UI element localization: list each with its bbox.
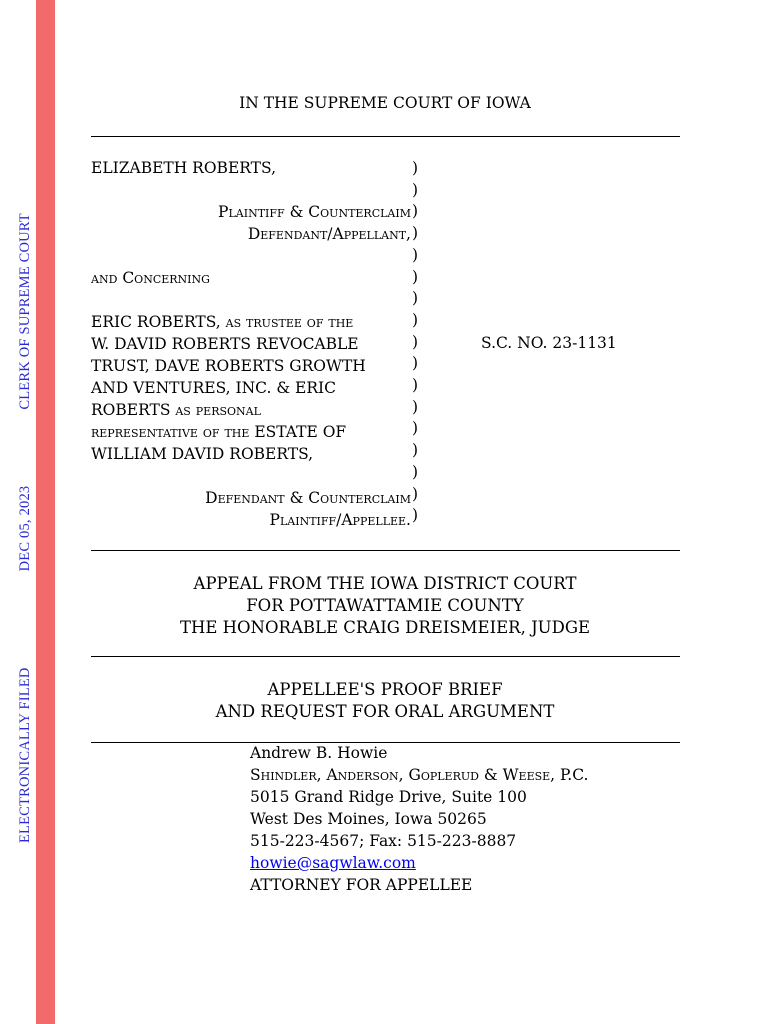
attorney-email-link[interactable]: howie@sagwlaw.com: [250, 854, 416, 872]
defendant-line-5: [91, 400, 411, 422]
plaintiff-role-2: Defendant/Appellant,: [247, 225, 411, 243]
defendant-text-sc: representative of the: [91, 423, 250, 441]
defendant-line-6: [91, 422, 411, 444]
court-title: IN THE SUPREME COURT OF IOWA: [239, 94, 531, 112]
defendant-role-2: Plaintiff/Appellee.: [269, 511, 411, 529]
plaintiff-role-1: Plaintiff & Counterclaim: [218, 203, 411, 221]
brief-line-2: AND REQUEST FOR ORAL ARGUMENT: [215, 702, 555, 721]
case-number: S.C. NO. 23-1131: [481, 334, 617, 352]
divider: [91, 550, 680, 551]
caption-paren-column: ) ) ) ) ) ) ) ) ) ) ) ) ) ) ) ) ): [412, 159, 419, 525]
appeal-heading: [0, 573, 770, 639]
divider: [91, 136, 680, 137]
filing-stamp-bar: [36, 0, 55, 1024]
divider: [91, 656, 680, 657]
stamp-filed-label: ELECTRONICALLY FILED: [17, 667, 33, 843]
defendant-line-2: W. DAVID ROBERTS REVOCABLE: [91, 335, 359, 353]
defendant-line-3: TRUST, DAVE ROBERTS GROWTH: [91, 357, 366, 375]
attorney-phone: 515-223-4567; Fax: 515-223-8887: [250, 832, 517, 850]
defendant-text: ROBERTS: [91, 401, 171, 419]
appeal-line-3: THE HONORABLE CRAIG DREISMEIER, JUDGE: [179, 618, 591, 637]
attorney-address-1: 5015 Grand Ridge Drive, Suite 100: [250, 788, 527, 806]
attorney-firm: Shindler, Anderson, Goplerud & Weese, P.C.: [250, 766, 589, 784]
plaintiff-name: ELIZABETH ROBERTS,: [91, 159, 276, 177]
defendant-line-4: AND VENTURES, INC. & ERIC: [91, 379, 337, 397]
appeal-line-1: APPEAL FROM THE IOWA DISTRICT COURT: [193, 574, 577, 593]
concerning-label: and Concerning: [91, 269, 210, 287]
attorney-address-2: West Des Moines, Iowa 50265: [250, 810, 487, 828]
defendant-role-1: Defendant & Counterclaim: [205, 489, 411, 507]
defendant-text: ESTATE OF: [249, 423, 347, 441]
attorney-name: Andrew B. Howie: [250, 744, 388, 762]
defendant-line-7: WILLIAM DAVID ROBERTS,: [91, 445, 314, 463]
stamp-date: DEC 05, 2023: [17, 485, 33, 572]
defendant-line-1: [91, 312, 411, 334]
defendant-text-sc: as personal: [170, 401, 261, 419]
defendant-text-sc: as trustee of the: [220, 313, 354, 331]
appeal-line-2: FOR POTTAWATTAMIE COUNTY: [246, 596, 524, 615]
attorney-role: ATTORNEY FOR APPELLEE: [250, 876, 473, 894]
stamp-clerk: CLERK OF SUPREME COURT: [17, 213, 33, 410]
filing-stamp: [17, 213, 34, 843]
defendant-text: ERIC ROBERTS,: [91, 313, 221, 331]
brief-line-1: APPELLEE'S PROOF BRIEF: [267, 680, 503, 699]
brief-heading: [0, 679, 770, 723]
attorney-block: [250, 742, 588, 896]
